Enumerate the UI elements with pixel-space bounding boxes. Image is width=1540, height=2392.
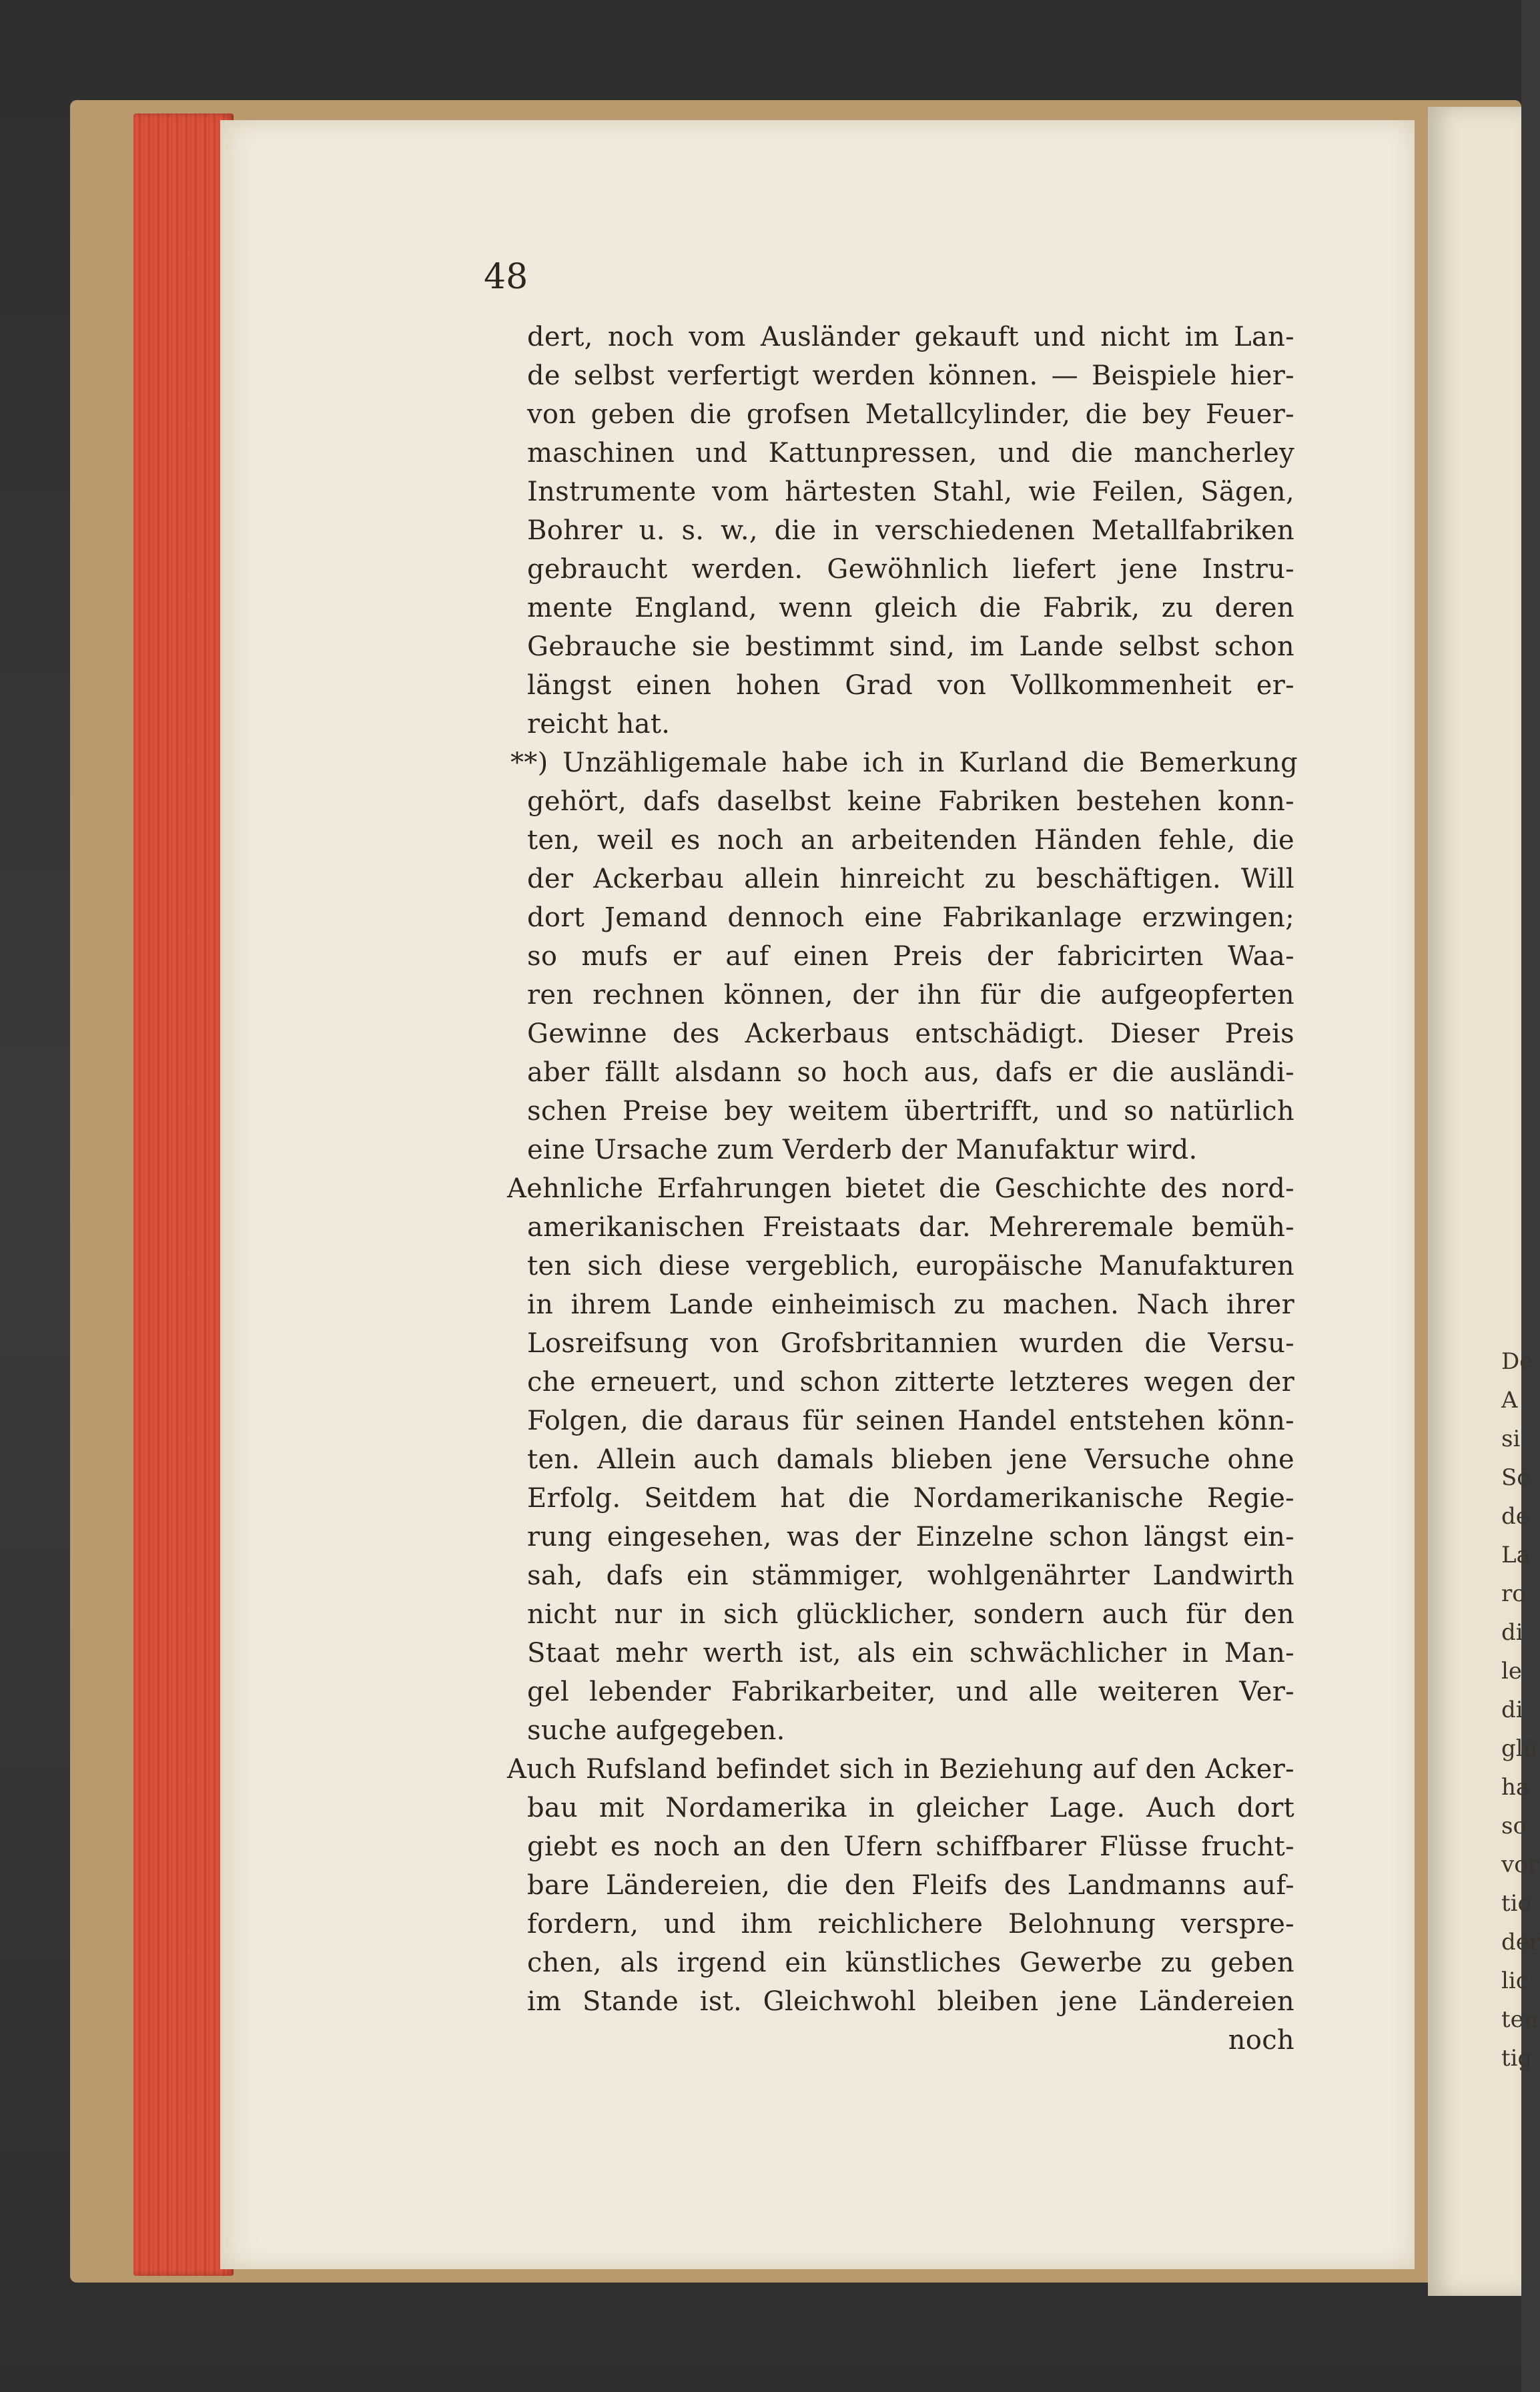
- text-line: maschinen und Kattunpressen, und die mancherley: [527, 438, 1294, 469]
- text-line: rung eingesehen, was der Einzelne schon längst ein-: [527, 1522, 1294, 1552]
- text-line: ten sich diese vergeblich, europäische Manufakturen: [527, 1251, 1294, 1281]
- edge-fragment: di: [1501, 1619, 1523, 1646]
- text-line: so mufs er auf einen Preis der fabricirten Waa-: [527, 941, 1294, 972]
- text-line: noch: [1228, 2025, 1294, 2056]
- edge-fragment: vor: [1501, 1851, 1539, 1878]
- edge-fragment: A: [1501, 1387, 1518, 1414]
- edge-fragment: le: [1501, 1658, 1522, 1685]
- text-line: von geben die grofsen Metallcylinder, die bey Feuer-: [527, 399, 1294, 430]
- text-line: gebraucht werden. Gewöhnlich liefert jene Instru-: [527, 554, 1294, 585]
- edge-fragment: glü: [1501, 1735, 1538, 1762]
- edge-fragment: si: [1501, 1426, 1521, 1452]
- text-line: Gebrauche sie bestimmt sind, im Lande selbst schon: [527, 631, 1294, 662]
- text-line: Staat mehr werth ist, als ein schwächlicher in Man-: [527, 1638, 1294, 1669]
- text-line: im Stande ist. Gleichwohl bleiben jene Ländereien: [527, 1986, 1294, 2017]
- text-line: längst einen hohen Grad von Vollkommenheit er-: [527, 670, 1294, 701]
- text-line: Aehnliche Erfahrungen bietet die Geschichte des nord-: [507, 1173, 1294, 1204]
- text-line: nicht nur in sich glücklicher, sondern auch für den: [527, 1599, 1294, 1630]
- text-line: eine Ursache zum Verderb der Manufaktur wird.: [527, 1135, 1198, 1165]
- text-line: bau mit Nordamerika in gleicher Lage. Auch dort: [527, 1793, 1294, 1823]
- text-line: gel lebender Fabrikarbeiter, und alle weiteren Ver-: [527, 1677, 1294, 1707]
- text-line: mente England, wenn gleich die Fabrik, zu deren: [527, 593, 1294, 623]
- text-line: che erneuert, und schon zitterte letzteres wegen der: [527, 1367, 1294, 1398]
- edge-fragment: De: [1501, 1348, 1533, 1375]
- edge-fragment: tig: [1501, 2045, 1533, 2072]
- text-line: chen, als irgend ein künstliches Gewerbe zu geben: [527, 1948, 1294, 1978]
- text-line: dort Jemand dennoch eine Fabrikanlage erzwingen;: [527, 902, 1294, 933]
- text-line: Gewinne des Ackerbaus entschädigt. Dieser Preis: [527, 1018, 1294, 1049]
- text-line: Losreifsung von Grofsbritannien wurden die Versu-: [527, 1328, 1294, 1359]
- text-line: reicht hat.: [527, 709, 671, 739]
- edge-fragment: di: [1501, 1697, 1523, 1723]
- text-line: ten, weil es noch an arbeitenden Händen fehle, die: [527, 825, 1294, 856]
- text-line: der Ackerbau allein hinreicht zu beschäftigen. Will: [527, 864, 1294, 894]
- adjacent-page: [1428, 107, 1540, 2296]
- edge-fragment: lic: [1501, 1968, 1529, 1994]
- edge-fragment: ten: [1501, 2006, 1539, 2033]
- text-line: suche aufgegeben.: [527, 1715, 785, 1746]
- text-line: sah, dafs ein stämmiger, wohlgenährter Landwirth: [527, 1560, 1294, 1591]
- text-line: gehört, dafs daselbst keine Fabriken bestehen konn-: [527, 786, 1294, 817]
- text-line: dert, noch vom Ausländer gekauft und nicht im Lan-: [527, 322, 1294, 352]
- adjacent-page-edge-text: [1428, 107, 1540, 2296]
- edge-fragment: de: [1501, 1503, 1529, 1530]
- text-line: fordern, und ihm reichlichere Belohnung verspre-: [527, 1909, 1294, 1939]
- edge-fragment: ha: [1501, 1774, 1530, 1801]
- text-line: bare Ländereien, die den Fleifs des Landmanns auf-: [527, 1870, 1294, 1901]
- text-line: Erfolg. Seitdem hat die Nordamerikanische Regie-: [527, 1483, 1294, 1514]
- red-page-edges: [133, 113, 234, 2276]
- page-number: 48: [484, 257, 528, 297]
- text-line: Bohrer u. s. w., die in verschiedenen Metallfabriken: [527, 515, 1294, 546]
- edge-fragment: der: [1501, 1929, 1540, 1956]
- text-line: Auch Rufsland befindet sich in Beziehung auf den Acker-: [507, 1754, 1294, 1785]
- text-line: **) Unzähligemale habe ich in Kurland die Bemerkung: [510, 748, 1298, 778]
- text-line: giebt es noch an den Ufern schiffbarer Flüsse frucht-: [527, 1831, 1294, 1862]
- text-line: Instrumente vom härtesten Stahl, wie Feilen, Sägen,: [527, 477, 1294, 507]
- text-line: ren rechnen können, der ihn für die aufgeopferten: [527, 980, 1294, 1010]
- edge-fragment: tio: [1501, 1890, 1532, 1917]
- text-line: amerikanischen Freistaats dar. Mehreremale bemüh-: [527, 1212, 1294, 1243]
- text-line: aber fällt alsdann so hoch aus, dafs er die ausländi-: [527, 1057, 1294, 1088]
- text-line: in ihrem Lande einheimisch zu machen. Nach ihrer: [527, 1289, 1294, 1320]
- text-line: de selbst verfertigt werden können. — Beispiele hier-: [527, 360, 1294, 391]
- edge-fragment: ro: [1501, 1580, 1526, 1607]
- text-line: ten. Allein auch damals blieben jene Versuche ohne: [527, 1444, 1294, 1475]
- edge-fragment: so: [1501, 1813, 1527, 1839]
- edge-fragment: La: [1501, 1542, 1530, 1568]
- text-line: Folgen, die daraus für seinen Handel entstehen könn-: [527, 1406, 1294, 1436]
- text-line: schen Preise bey weitem übertrifft, und so natürlich: [527, 1096, 1294, 1127]
- edge-fragment: Sc: [1501, 1464, 1530, 1491]
